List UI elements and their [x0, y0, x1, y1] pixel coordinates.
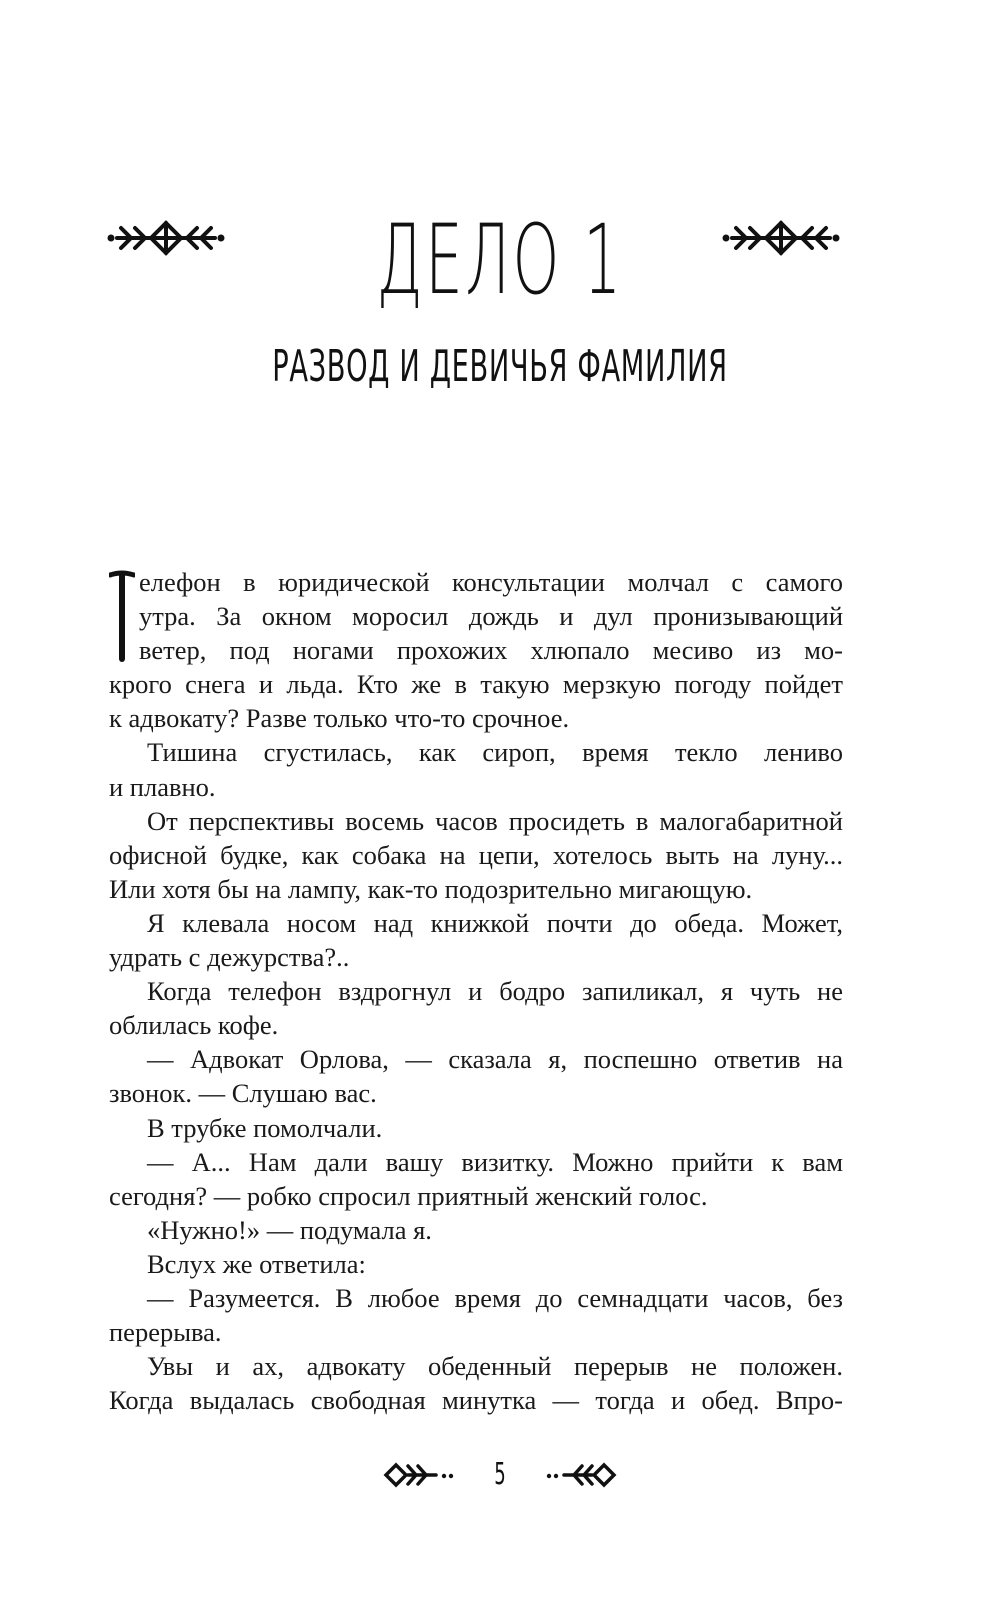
text-line: От перспективы восемь часов просидеть в малогабаритной	[147, 805, 843, 836]
chapter-subtitle: РАЗВОД И ДЕВИЧЬЯ ФАМИЛИЯ	[272, 341, 728, 392]
text-line: крого снега и льда. Кто же в такую мерзкую погоду пойдет	[109, 669, 843, 700]
text-line: к адвокату? Разве только что-то срочное.	[109, 703, 570, 734]
text-line: ветер, под ногами прохожих хлюпало месиво из мо-	[139, 635, 843, 666]
text-line: Увы и ах, адвокату обеденный перерыв не положен.	[147, 1351, 843, 1382]
text-line: Я клевала носом над книжкой почти до обеда. Может,	[147, 907, 843, 938]
text-line: удрать с дежурства?..	[109, 942, 350, 973]
text-line: звонок. — Слушаю вас.	[109, 1078, 377, 1109]
text-line: Или хотя бы на лампу, как-то подозрительно мигающую.	[109, 873, 753, 904]
text-line: и плавно.	[109, 771, 216, 802]
text-line: — А... Нам дали вашу визитку. Можно прийти к вам	[147, 1146, 843, 1177]
text-line: облилась кофе.	[109, 1010, 279, 1041]
text-line: — Разумеется. В любое время до семнадцати часов, без	[147, 1282, 843, 1313]
text-line: В трубке помолчали.	[147, 1112, 383, 1143]
text-line: Тишина сгустилась, как сироп, время текло лениво	[147, 737, 843, 768]
text-line: утра. За окном моросил дождь и дул пронизывающий	[139, 601, 843, 632]
chapter-title: ДЕЛО 1	[376, 204, 624, 316]
text-line: «Нужно!» — подумала я.	[147, 1214, 432, 1245]
text-line: офисной будке, как собака на цепи, хотелось выть на луну...	[109, 839, 843, 870]
text-line: Когда выдалась свободная минутка — тогда и обед. Впро-	[109, 1385, 843, 1416]
page-number: 5	[494, 1457, 506, 1492]
text-line: Вслух же ответила:	[147, 1248, 366, 1279]
text-line: — Адвокат Орлова, — сказала я, поспешно ответив на	[147, 1044, 843, 1075]
drop-cap	[109, 567, 135, 663]
text-line: перерыва.	[109, 1317, 222, 1348]
text-line: сегодня? — робко спросил приятный женский голос.	[109, 1180, 708, 1211]
text-line: елефон в юридической консультации молчал с самого	[139, 567, 843, 597]
body-text	[109, 565, 843, 1417]
text-line: Когда телефон вздрогнул и бодро запиликал, я чуть не	[147, 976, 843, 1007]
